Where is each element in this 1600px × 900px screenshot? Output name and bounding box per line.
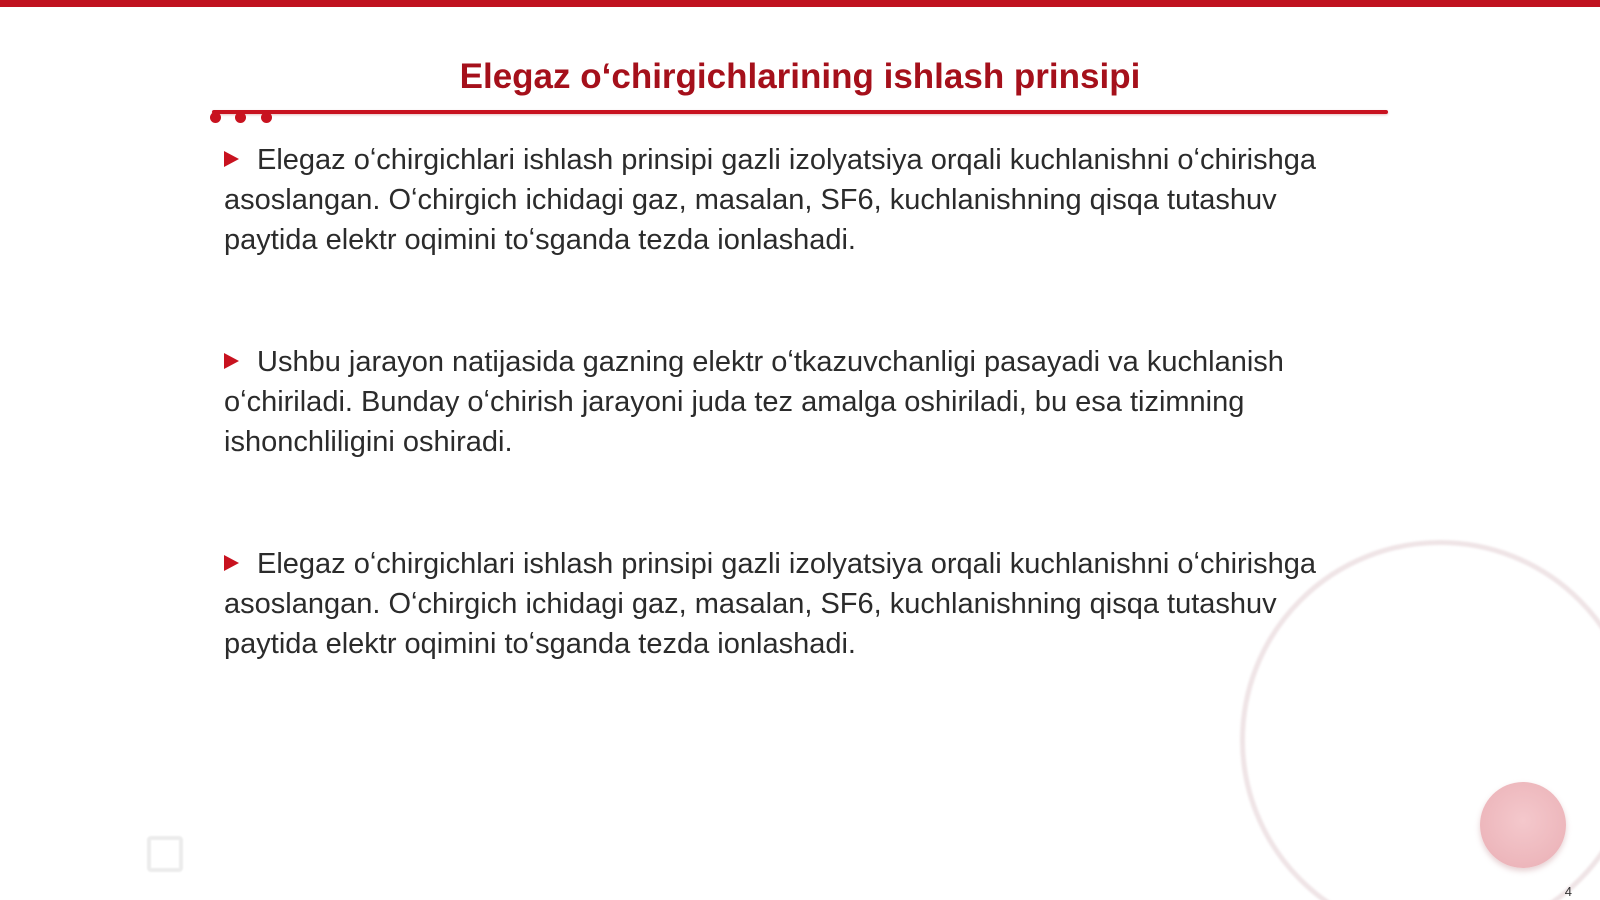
bullet-paragraph (224, 544, 1374, 664)
decorative-dot (210, 112, 221, 123)
decorative-dot (235, 112, 246, 123)
decorative-dot (261, 112, 272, 123)
decorative-square (147, 836, 183, 872)
top-accent-bar (0, 0, 1600, 7)
bullet-paragraph (224, 140, 1374, 260)
bullet-text: Ushbu jarayon natijasida gazning elektr oʻtkazuvchanligi pasayadi va kuchlanish oʻchiriladi. Bunday oʻchirish jarayoni juda tez amalga oshiriladi, bu esa tizimning ishonchliligini oshiradi. (224, 346, 1284, 458)
slide-body (224, 140, 1374, 746)
triangle-right-icon (224, 555, 239, 571)
slide-title: Elegaz oʻchirgichlarining ishlash prinsipi (459, 57, 1141, 96)
triangle-right-icon (224, 353, 239, 369)
decorative-disc (1480, 782, 1566, 868)
title-underline (212, 110, 1388, 114)
triangle-right-icon (224, 151, 239, 167)
bullet-paragraph (224, 342, 1374, 462)
page-number: 4 (1564, 884, 1572, 899)
bullet-text: Elegaz oʻchirgichlari ishlash prinsipi gazli izolyatsiya orqali kuchlanishni oʻchirishga asoslangan. Oʻchirgich ichidagi gaz, masalan, SF6, kuchlanishning qisqa tutashuv paytida elektr oqimini toʻsganda tezda ionlashadi. (224, 144, 1317, 256)
bullet-text: Elegaz oʻchirgichlari ishlash prinsipi gazli izolyatsiya orqali kuchlanishni oʻchirishga asoslangan. Oʻchirgich ichidagi gaz, masalan, SF6, kuchlanishning qisqa tutashuv paytida elektr oqimini toʻsganda tezda ionlashadi. (224, 548, 1317, 660)
